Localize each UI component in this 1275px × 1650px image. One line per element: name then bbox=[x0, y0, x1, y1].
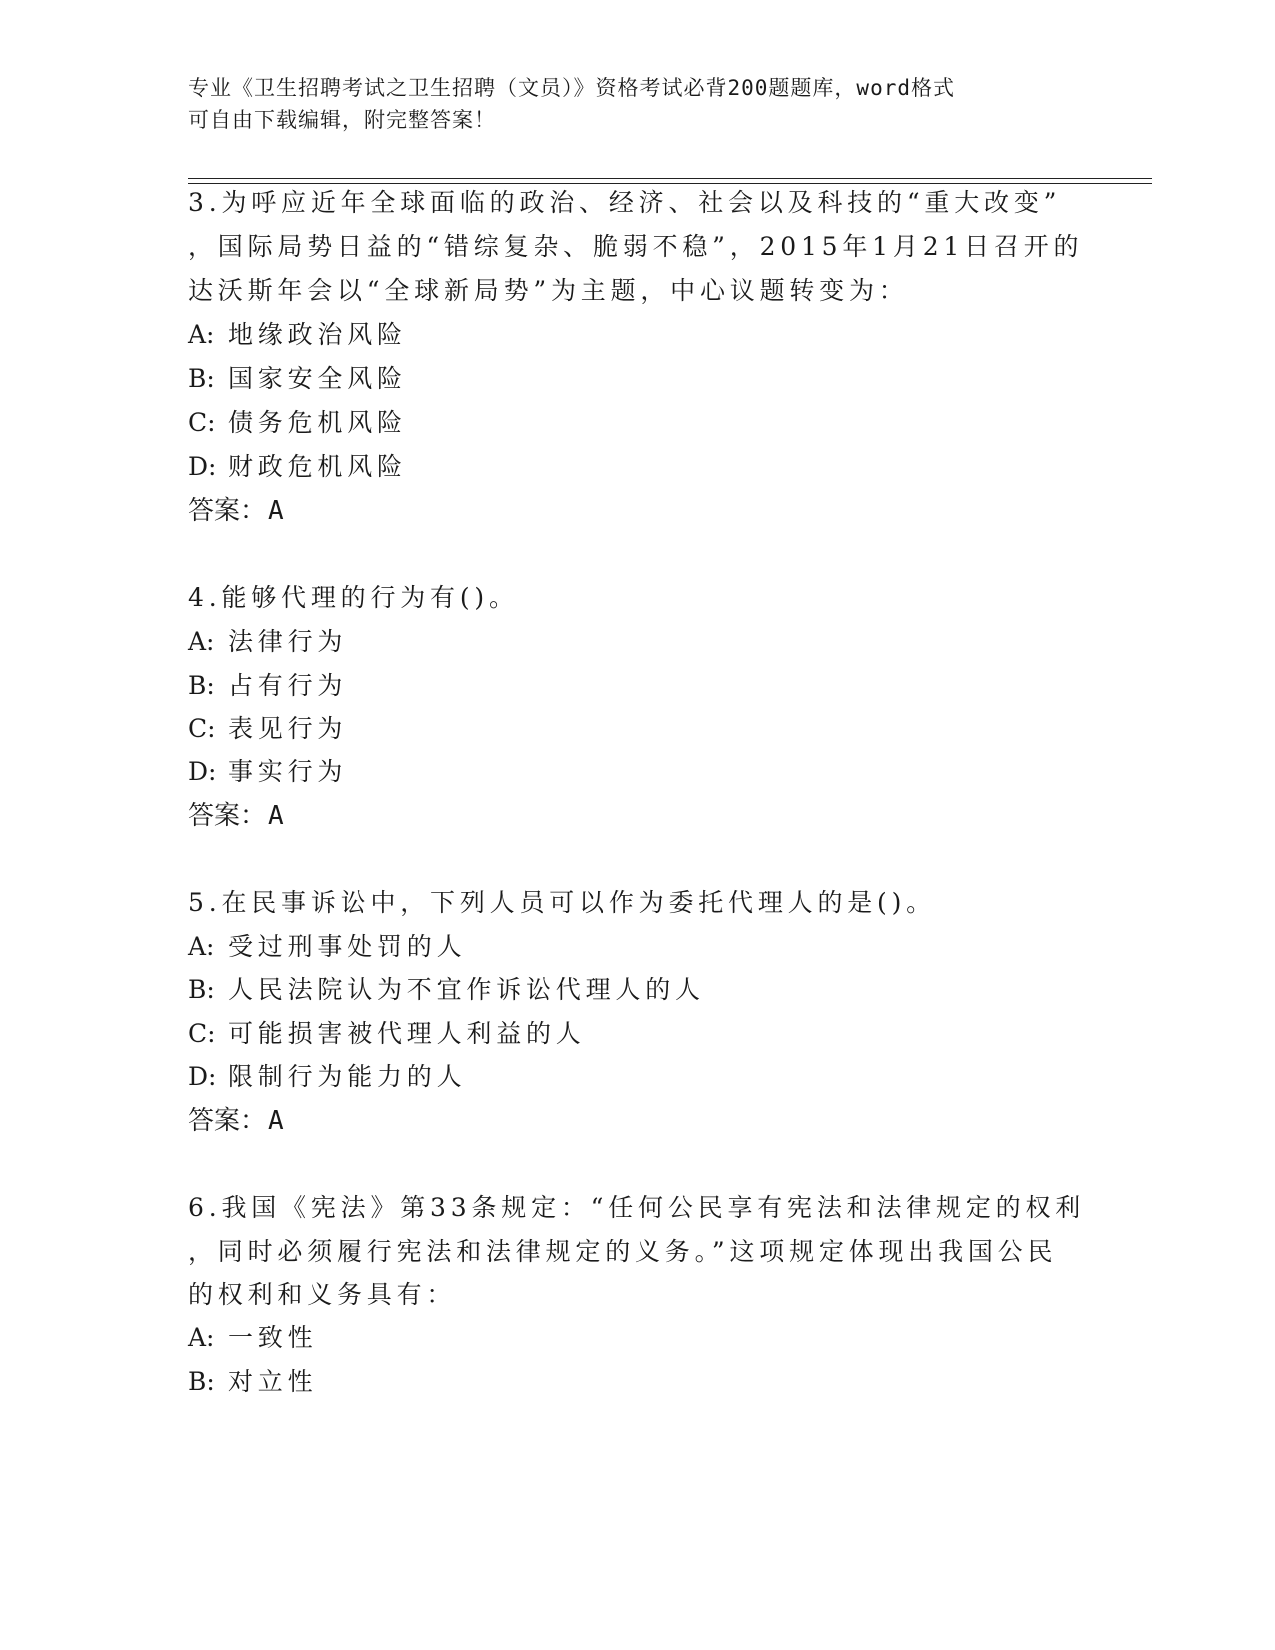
option-text: 可能损害被代理人利益的人 bbox=[228, 1019, 586, 1048]
option-text: 受过刑事处罚的人 bbox=[228, 932, 467, 961]
answer-value: A bbox=[268, 496, 284, 526]
header-line-2: 可自由下载编辑，附完整答案！ bbox=[188, 108, 496, 132]
option-letter: D: bbox=[188, 757, 217, 786]
option-d bbox=[188, 447, 407, 487]
option-b bbox=[188, 359, 407, 399]
question-stem-line: 的权利和义务具有： bbox=[188, 1280, 457, 1309]
answer-value: A bbox=[268, 801, 284, 831]
option-text: 事实行为 bbox=[228, 757, 348, 786]
option-letter: B: bbox=[188, 364, 215, 393]
option-c bbox=[188, 709, 347, 749]
option-c bbox=[188, 403, 407, 443]
option-letter: A: bbox=[188, 320, 215, 349]
option-b bbox=[188, 970, 705, 1010]
option-a bbox=[188, 1318, 317, 1358]
option-c bbox=[188, 1014, 586, 1054]
question-stem-line: 6.我国《宪法》第33条规定：“任何公民享有宪法和法律规定的权利 bbox=[188, 1193, 1086, 1222]
option-letter: C: bbox=[188, 714, 216, 743]
question-stem-line: 4.能够代理的行为有()。 bbox=[188, 583, 519, 612]
answer-value: A bbox=[268, 1106, 284, 1136]
option-a bbox=[188, 622, 347, 662]
document-header bbox=[188, 72, 1088, 136]
header-divider-top bbox=[188, 178, 1152, 179]
option-letter: C: bbox=[188, 1019, 216, 1048]
option-letter: D: bbox=[188, 452, 217, 481]
option-text: 人民法院认为不宜作诉讼代理人的人 bbox=[228, 975, 705, 1004]
option-letter: B: bbox=[188, 1367, 215, 1396]
option-text: 国家安全风险 bbox=[228, 364, 407, 393]
option-text: 表见行为 bbox=[228, 714, 348, 743]
answer-line bbox=[188, 796, 284, 836]
option-a bbox=[188, 927, 466, 967]
option-b bbox=[188, 1362, 317, 1402]
option-letter: A: bbox=[188, 627, 215, 656]
option-letter: B: bbox=[188, 671, 215, 700]
answer-label: 答案： bbox=[188, 801, 267, 831]
option-text: 地缘政治风险 bbox=[228, 320, 407, 349]
option-text: 债务危机风险 bbox=[228, 408, 407, 437]
question-stem-line: 3.为呼应近年全球面临的政治、经济、社会以及科技的“重大改变” bbox=[188, 188, 1062, 217]
option-d bbox=[188, 1057, 466, 1097]
option-text: 对立性 bbox=[228, 1367, 318, 1396]
answer-line bbox=[188, 1101, 284, 1141]
option-b bbox=[188, 666, 347, 706]
question-stem-line: 5.在民事诉讼中，下列人员可以作为委托代理人的是()。 bbox=[188, 888, 936, 917]
option-text: 限制行为能力的人 bbox=[228, 1062, 467, 1091]
option-text: 财政危机风险 bbox=[228, 452, 407, 481]
option-letter: A: bbox=[188, 1323, 215, 1352]
answer-label: 答案： bbox=[188, 496, 267, 526]
option-text: 一致性 bbox=[228, 1323, 318, 1352]
option-a bbox=[188, 315, 407, 355]
option-text: 占有行为 bbox=[228, 671, 348, 700]
answer-line bbox=[188, 491, 284, 531]
question-stem-line: ，国际局势日益的“错综复杂、脆弱不稳”，2015年1月21日召开的 bbox=[188, 232, 1084, 261]
option-text: 法律行为 bbox=[228, 627, 348, 656]
option-letter: B: bbox=[188, 975, 215, 1004]
header-line-1: 专业《卫生招聘考试之卫生招聘（文员）》资格考试必背200题题库，word格式 bbox=[188, 76, 955, 100]
question-stem-line: 达沃斯年会以“全球新局势”为主题，中心议题转变为： bbox=[188, 276, 909, 305]
option-letter: D: bbox=[188, 1062, 217, 1091]
option-letter: C: bbox=[188, 408, 216, 437]
question-stem-line: ，同时必须履行宪法和法律规定的义务。”这项规定体现出我国公民 bbox=[188, 1237, 1058, 1266]
option-d bbox=[188, 752, 347, 792]
answer-label: 答案： bbox=[188, 1106, 267, 1136]
option-letter: A: bbox=[188, 932, 215, 961]
